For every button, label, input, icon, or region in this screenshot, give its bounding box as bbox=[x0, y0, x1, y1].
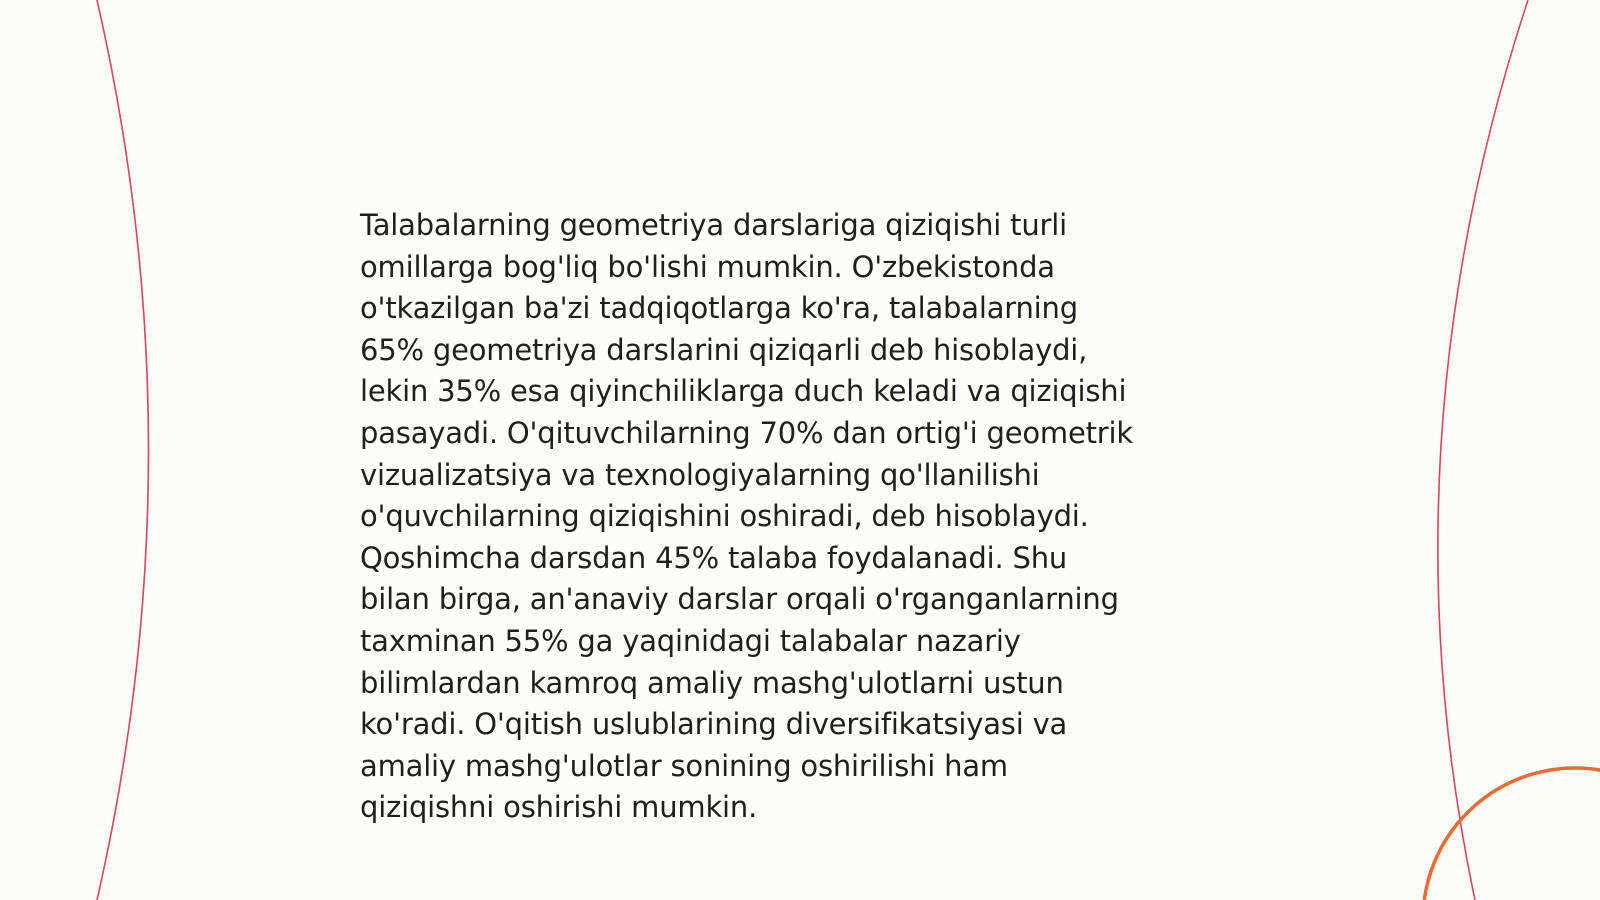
paragraph-line: bilan birga, an'anaviy darslar orqali o'rganganlarning bbox=[360, 582, 1119, 617]
paragraph-line: qiziqishni oshirishi mumkin. bbox=[360, 790, 758, 825]
paragraph-line: pasayadi. O'qituvchilarning 70% dan ortig'i geometrik bbox=[360, 415, 1133, 450]
paragraph-line: 65% geometriya darslarini qiziqarli deb hisoblaydi, bbox=[360, 332, 1088, 367]
right-curve-line bbox=[1438, 0, 1528, 900]
body-paragraph bbox=[360, 205, 1240, 829]
paragraph-line: ko'radi. O'qitish uslublarining diversifikatsiyasi va bbox=[360, 707, 1068, 742]
paragraph-line: o'quvchilarning qiziqishini oshiradi, deb hisoblaydi. bbox=[360, 499, 1089, 534]
paragraph-line: Qoshimcha darsdan 45% talaba foydalanadi. Shu bbox=[360, 540, 1068, 575]
paragraph-line: Talabalarning geometriya darslariga qiziqishi turli bbox=[360, 208, 1067, 242]
paragraph-line: lekin 35% esa qiyinchiliklarga duch keladi va qiziqishi bbox=[360, 374, 1127, 409]
paragraph-line: omillarga bog'liq bo'lishi mumkin. O'zbekistonda bbox=[360, 249, 1055, 284]
paragraph-line: taxminan 55% ga yaqinidagi talabalar nazariy bbox=[360, 623, 1021, 658]
corner-circle-outline bbox=[1423, 768, 1600, 900]
paragraph-line: o'tkazilgan ba'zi tadqiqotlarga ko'ra, talabalarning bbox=[360, 291, 1078, 326]
paragraph-line: amaliy mashg'ulotlar sonining oshirilishi ham bbox=[360, 748, 1008, 783]
left-curve-line bbox=[97, 0, 149, 900]
paragraph-line: bilimlardan kamroq amaliy mashg'ulotlarni ustun bbox=[360, 665, 1064, 700]
paragraph-line: vizualizatsiya va texnologiyalarning qo'llanilishi bbox=[360, 457, 1040, 492]
